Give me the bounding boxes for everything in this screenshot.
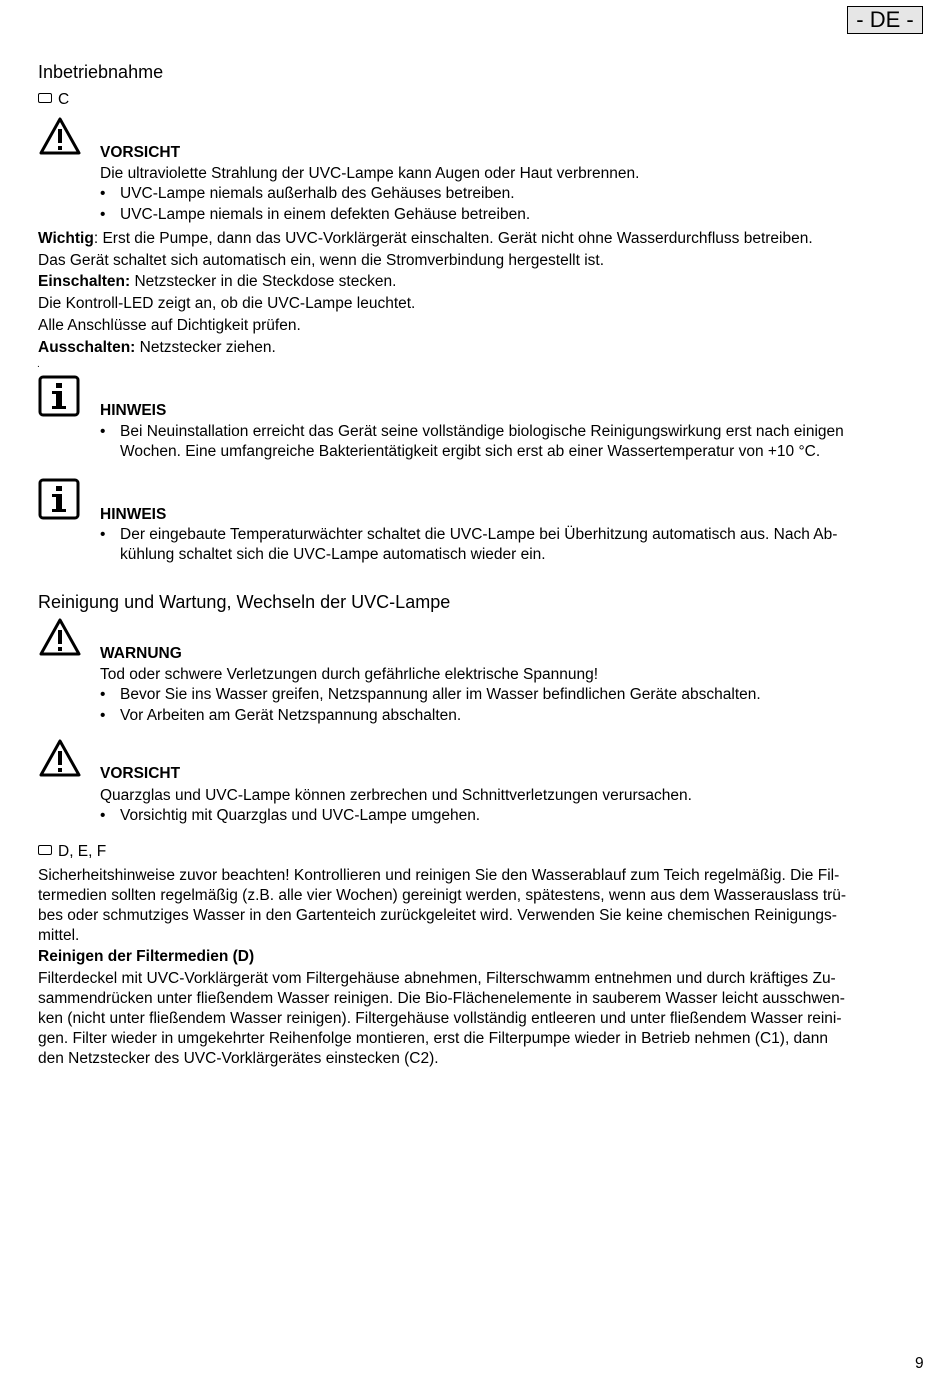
list-item-text: UVC-Lampe niemals außerhalb des Gehäuses betreiben. <box>120 185 515 202</box>
paragraph-line: gen. Filter wieder in umgekehrter Reihenfolge montieren, erst die Filterpumpe wieder in Betrieb nehmen (C1), dann <box>38 1030 829 1047</box>
cleaning-paragraph <box>38 866 908 946</box>
switch-on-line <box>38 272 396 292</box>
list-item: • UVC-Lampe niemals in einem defekten Gehäuse betreiben. <box>100 206 531 223</box>
warning-triangle-icon <box>38 617 82 657</box>
list-item-text: UVC-Lampe niemals in einem defekten Gehäuse betreiben. <box>120 206 531 223</box>
auto-on-text: Das Gerät schaltet sich automatisch ein, wenn die Stromverbindung hergestellt ist. <box>38 252 605 269</box>
paragraph-line: ken (nicht unter fließendem Wasser reinigen). Filtergehäuse vollständig entleeren und unter fließendem Wasser reini- <box>38 1010 842 1027</box>
list-item: • Der eingebaute Temperaturwächter schaltet die UVC-Lampe bei Überhitzung automatisch aus. Nach Ab- <box>100 526 838 543</box>
info-icon <box>38 478 80 520</box>
list-item: • Vorsichtig mit Quarzglas und UVC-Lampe umgehen. <box>100 807 481 824</box>
caution-text: Quarzglas und UVC-Lampe können zerbrechen und Schnittverletzungen verursachen. <box>100 787 692 804</box>
list-item-text: Bevor Sie ins Wasser greifen, Netzspannung aller im Wasser befindlichen Geräte abschalten. <box>120 686 761 703</box>
list-item-text: Der eingebaute Temperaturwächter schaltet die UVC-Lampe bei Überhitzung automatisch aus. Nach Ab- <box>120 526 838 543</box>
switch-on-label: Einschalten: <box>38 273 131 290</box>
section-title-commissioning: Inbetriebnahme <box>38 62 164 82</box>
info-icon <box>38 375 80 417</box>
check-text: Alle Anschlüsse auf Dichtigkeit prüfen. <box>38 317 301 334</box>
switch-on-text: Netzstecker in die Steckdose stecken. <box>130 273 397 290</box>
figure-box-icon <box>38 845 52 855</box>
list-item: • Bei Neuinstallation erreicht das Gerät seine vollständige biologische Reinigungswirkung erst nach einigen <box>100 423 844 440</box>
caution-label: VORSICHT <box>100 144 181 161</box>
subheading-filter-media: Reinigen der Filtermedien (D) <box>38 948 255 965</box>
paragraph-line: termedien sollten regelmäßig (z.B. alle vier Wochen) gereinigt werden, spätestens, wenn aus dem Wasserauslass trü- <box>38 887 847 904</box>
led-text: Die Kontroll-LED zeigt an, ob die UVC-Lampe leuchtet. <box>38 295 416 312</box>
list-item-text: Bei Neuinstallation erreicht das Gerät seine vollständige biologische Reinigungswirkung erst nach einigen <box>120 423 844 440</box>
warning-label: WARNUNG <box>100 645 182 662</box>
language-badge: - DE - <box>847 6 923 34</box>
list-item: • Vor Arbeiten am Gerät Netzspannung abschalten. <box>100 707 462 724</box>
note-label: HINWEIS <box>100 402 167 419</box>
switch-off-label: Ausschalten: <box>38 339 136 356</box>
paragraph-line: sammendrücken unter fließendem Wasser reinigen. Die Bio-Flächenelemente in sauberem Wasser leicht ausschwen- <box>38 990 845 1007</box>
filter-paragraph <box>38 969 908 1069</box>
important-text: : Erst die Pumpe, dann das UVC-Vorklärgerät einschalten. Gerät nicht ohne Wasserdurchfluss betreiben. <box>93 230 813 247</box>
paragraph-line: bes oder schmutziges Wasser in den Gartenteich zurückgeleitet wird. Verwenden Sie keine chemischen Reinigungs- <box>38 907 837 924</box>
note-label: HINWEIS <box>100 506 167 523</box>
caution-text: Die ultraviolette Strahlung der UVC-Lampe kann Augen oder Haut verbrennen. <box>100 165 640 182</box>
important-line <box>38 229 813 249</box>
list-item-text: Vor Arbeiten am Gerät Netzspannung abschalten. <box>120 707 462 724</box>
paragraph-line: mittel. <box>38 927 80 944</box>
figure-reference <box>38 90 69 110</box>
warning-triangle-icon <box>38 738 82 778</box>
warning-triangle-icon <box>38 116 82 156</box>
figure-reference <box>38 842 106 862</box>
paragraph-line: Sicherheitshinweise zuvor beachten! Kontrollieren und reinigen Sie den Wasserablauf zum Teich regelmäßig. Die Fil- <box>38 867 840 884</box>
important-label: Wichtig <box>38 230 94 247</box>
paragraph-line: den Netzstecker des UVC-Vorklärgerätes einstecken (C2). <box>38 1050 439 1067</box>
switch-off-line <box>38 338 276 358</box>
figure-reference-label: C <box>58 91 70 108</box>
list-item-text: Vorsichtig mit Quarzglas und UVC-Lampe umgehen. <box>120 807 481 824</box>
list-item-continuation: kühlung schaltet sich die UVC-Lampe automatisch wieder ein. <box>120 546 546 563</box>
list-item: • Bevor Sie ins Wasser greifen, Netzspannung aller im Wasser befindlichen Geräte abschalten. <box>100 686 761 703</box>
figure-reference-label: D, E, F <box>58 843 107 860</box>
switch-off-text: Netzstecker ziehen. <box>135 339 276 356</box>
page-number: 9 <box>915 1355 924 1372</box>
stray-mark: . <box>37 359 40 370</box>
section-title-cleaning: Reinigung und Wartung, Wechseln der UVC-Lampe <box>38 592 451 612</box>
caution-label: VORSICHT <box>100 765 181 782</box>
paragraph-line: Filterdeckel mit UVC-Vorklärgerät vom Filtergehäuse abnehmen, Filterschwamm entnehmen und durch kräftiges Zu- <box>38 970 836 987</box>
warning-text: Tod oder schwere Verletzungen durch gefährliche elektrische Spannung! <box>100 666 599 683</box>
list-item-continuation: Wochen. Eine umfangreiche Bakterientätigkeit ergibt sich erst ab einer Wassertemperatur von +10 °C. <box>120 443 821 460</box>
list-item: • UVC-Lampe niemals außerhalb des Gehäuses betreiben. <box>100 185 515 202</box>
figure-box-icon <box>38 93 52 103</box>
